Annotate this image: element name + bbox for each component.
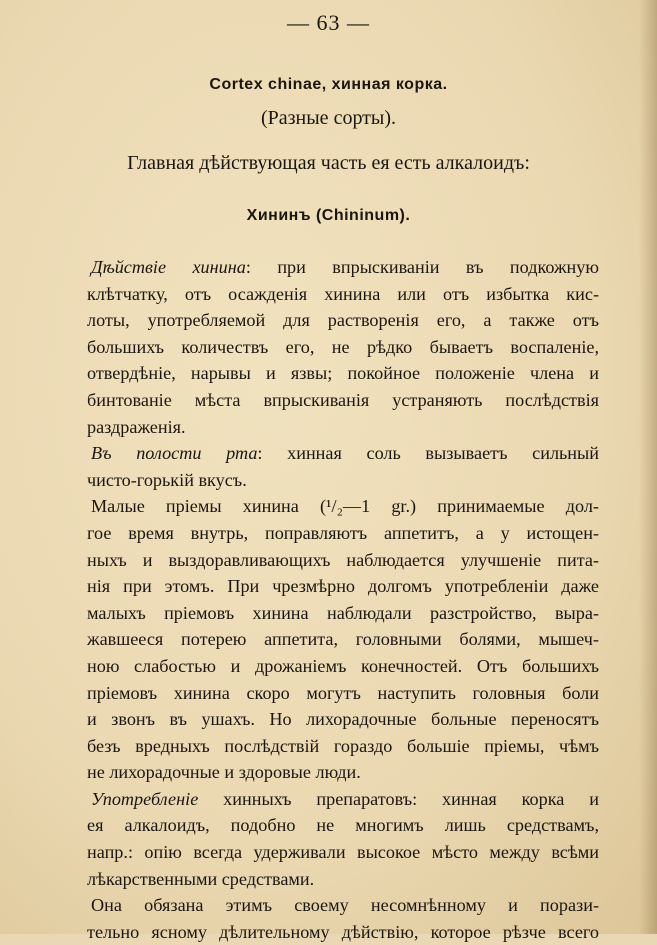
line-text: пріемовъ хинина скоро могутъ наступить головныя боли: [87, 682, 599, 703]
line-text: бинтованіе мѣста впрыскиванія устраняють послѣдствія: [87, 389, 599, 410]
line-text: тельно ясному дѣлительному дѣйствію, которое рѣзче всего: [87, 921, 599, 942]
intro-sentence: Главная дѣйствующая часть ея есть алкалоидъ:: [127, 152, 530, 174]
line-text: отвердѣніе, нарывы и язвы; покойное положеніе члена и: [87, 363, 599, 384]
text-line: [87, 440, 599, 467]
text-line: [87, 839, 599, 866]
text-line: [87, 706, 599, 733]
substance-heading: Хининъ (Chininum).: [246, 207, 411, 224]
section-subheading: (Разные сорты).: [260, 107, 397, 129]
text-line: [87, 334, 599, 361]
page-number: — 63 —: [287, 10, 370, 35]
text-line: [87, 387, 599, 414]
text-line: [87, 680, 599, 707]
line-text: лоты, употребляемой для растворенія его, а также отъ: [87, 310, 599, 331]
text-line: [87, 786, 599, 813]
text-line: [87, 547, 599, 574]
line-text: нія при этомъ. При чрезмѣрно долгомъ употребленіи даже: [87, 576, 599, 597]
text-line: [87, 307, 599, 334]
text-line: [87, 520, 599, 547]
text-line: [87, 759, 599, 786]
text-line: [87, 812, 599, 839]
line-text: напр.: опію всегда удерживали высокое мѣсто между всѣми: [87, 842, 599, 863]
text-line: [87, 467, 599, 494]
line-text: Малые пріемы хинина (¹/₂—1 gr.) принимаемые дол-: [91, 496, 599, 517]
text-line: [87, 360, 599, 387]
text-line: [87, 573, 599, 600]
line-text: клѣтчатку, отъ осажденія хинина или отъ избытка кис-: [87, 283, 599, 304]
text-line: [87, 733, 599, 760]
text-line: [87, 254, 599, 281]
text-line: [87, 493, 599, 520]
line-text: ея алкалоидъ, подобно не многимъ лишь средствамъ,: [87, 815, 599, 836]
line-text: : при впрыскиваніи въ подкожную: [245, 257, 599, 277]
italic-lead: Употребленіе: [91, 788, 199, 809]
line-text: большихъ количествъ его, не рѣдко бываетъ воспаленіе,: [87, 336, 599, 357]
line-text: гое время внутрь, поправляютъ аппетитъ, а у истощен-: [87, 522, 599, 543]
line-text: жавшееся потерею аппетита, головными болями, мышеч-: [87, 629, 599, 650]
text-line: [87, 866, 599, 893]
line-text: малыхъ пріемовъ хинина наблюдали разстройство, выра-: [87, 602, 599, 623]
text-line: [87, 414, 599, 441]
line-text: ною слабостью и дрожаніемъ конечностей. Отъ большихъ: [87, 655, 599, 676]
italic-lead: Дѣйствіе хинина: [91, 257, 246, 277]
text-line: [87, 600, 599, 627]
text-line: [87, 892, 599, 919]
line-text: : хинная соль вызываетъ сильный: [257, 443, 599, 464]
section-heading: Cortex chinae, хинная корка.: [209, 76, 448, 93]
text-line: [87, 653, 599, 680]
line-text: Она обязана этимъ своему несомнѣнному и порази-: [91, 895, 599, 916]
text-line: [87, 626, 599, 653]
line-text: хинныхъ препаратовъ: хинная корка и: [198, 788, 599, 809]
line-text: лѣкарственными средствами.: [87, 868, 315, 889]
body-text: [87, 254, 599, 945]
text-line: [87, 281, 599, 308]
text-line: [87, 919, 599, 945]
page-edge-shadow: [639, 0, 657, 934]
italic-lead: Въ полости рта: [91, 443, 258, 464]
line-text: раздраженія.: [87, 416, 186, 437]
line-text: не лихорадочные и здоровые люди.: [87, 762, 361, 783]
line-text: безъ вредныхъ послѣдствій гораздо большіе пріемы, чѣмъ: [87, 735, 599, 756]
line-text: чисто-горькій вкусъ.: [87, 469, 247, 490]
line-text: и звонъ въ ушахъ. Но лихорадочные больные переносятъ: [87, 709, 599, 730]
line-text: ныхъ и выздоравливающихъ наблюдается улучшеніе пита-: [87, 549, 599, 570]
